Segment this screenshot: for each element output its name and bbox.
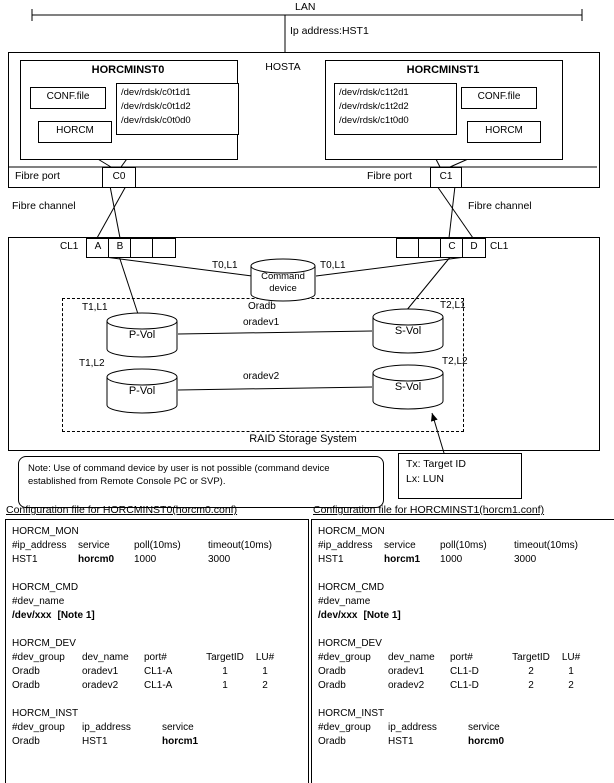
config1-title: Configuration file for HORCMINST1(horcm1.conf) <box>313 504 545 516</box>
command-device-t-left-label: T0,L1 <box>212 260 238 271</box>
config1-mon-row: HST1 horcm1 1000 3000 <box>318 554 537 565</box>
svol1-cylinder <box>372 308 444 354</box>
horcminst1-title: HORCMINST1 <box>406 64 480 76</box>
config1-mon-cols: #ip_address service poll(10ms) timeout(10ms) <box>318 540 578 551</box>
config1-dev-header: HORCM_DEV <box>318 638 382 649</box>
config0-mon-header: HORCM_MON <box>12 526 79 537</box>
config1-box <box>311 519 614 783</box>
config0-inst-header: HORCM_INST <box>12 708 79 719</box>
config0-dev-row1: Oradb oradev1 CL1-A 1 1 <box>12 666 268 677</box>
config0-mon-row: HST1 horcm0 1000 3000 <box>12 554 231 565</box>
config0-cmd-row: /dev/xxx [Note 1] <box>12 610 95 621</box>
horcminst0-title: HORCMINST0 <box>91 64 165 76</box>
port-cell-empty <box>418 238 442 258</box>
inst1-device-list <box>334 83 457 135</box>
pvol2-cylinder <box>106 368 178 414</box>
config1-cmd-header: HORCM_CMD <box>318 582 385 593</box>
svol2-target-label: T2,L2 <box>442 356 468 367</box>
config1-dev-cols: #dev_group dev_name port# TargetID LU# <box>318 652 581 663</box>
legend-lun: Lx: LUN <box>406 473 444 485</box>
config1-cmd-col: #dev_name <box>318 596 371 607</box>
hosta-label: HOSTA <box>265 61 301 73</box>
ip-address-label: Ip address:HST1 <box>290 25 369 37</box>
inst0-conf-file-box: CONF.file <box>30 87 106 109</box>
config1-dev-row1: Oradb oradev1 CL1-D 2 1 <box>318 666 574 677</box>
fibre-port-c1-cell: C1 <box>430 167 462 188</box>
config0-inst-cols: #dev_group ip_address service <box>12 722 194 733</box>
config1-inst-cols: #dev_group ip_address service <box>318 722 500 733</box>
legend-box <box>398 453 522 499</box>
note-box: Note: Use of command device by user is not possible (command device established from Remote Console PC or SVP). <box>18 456 384 508</box>
fibre-port-c0-cell: C0 <box>102 167 136 188</box>
oradev2-label: oradev2 <box>243 371 280 382</box>
inst1-device-3: /dev/rdsk/c1t0d0 <box>339 115 409 126</box>
svol2-cylinder <box>372 364 444 410</box>
inst1-horcm-box: HORCM <box>467 121 541 143</box>
config0-dev-cols: #dev_group dev_name port# TargetID LU# <box>12 652 275 663</box>
inst0-device-2: /dev/rdsk/c0t1d2 <box>121 101 191 112</box>
command-device-label: Command device <box>261 271 305 294</box>
config0-mon-cols: #ip_address service poll(10ms) timeout(10ms) <box>12 540 272 551</box>
lan-label: LAN <box>295 1 316 13</box>
port-cell-empty <box>152 238 176 258</box>
raid-system-label: RAID Storage System <box>249 433 357 445</box>
oradb-group-label: Oradb <box>248 301 276 312</box>
oradev1-label: oradev1 <box>243 317 280 328</box>
config1-inst-header: HORCM_INST <box>318 708 385 719</box>
fibre-channel-right-label: Fibre channel <box>468 200 532 212</box>
config0-dev-row2: Oradb oradev2 CL1-A 1 2 <box>12 680 268 691</box>
config0-cmd-header: HORCM_CMD <box>12 582 79 593</box>
inst0-device-1: /dev/rdsk/c0t1d1 <box>121 87 191 98</box>
config1-mon-header: HORCM_MON <box>318 526 385 537</box>
inst0-device-list <box>116 83 239 135</box>
port-cell-c: C <box>440 238 464 258</box>
legend-target-id: Tx: Target ID <box>406 458 466 470</box>
cl1-right-label: CL1 <box>490 241 509 252</box>
config1-inst-row: Oradb HST1 horcm0 <box>318 736 505 747</box>
fibre-channel-left-label: Fibre channel <box>12 200 76 212</box>
inst1-device-1: /dev/rdsk/c1t2d1 <box>339 87 409 98</box>
config0-box <box>5 519 309 783</box>
pvol1-label: P-Vol <box>128 329 156 341</box>
pvol1-target-label: T1,L1 <box>82 302 108 313</box>
inst1-conf-file-box: CONF.file <box>461 87 537 109</box>
command-device-t-right-label: T0,L1 <box>320 260 346 271</box>
config1-cmd-row: /dev/xxx [Note 1] <box>318 610 401 621</box>
fibre-port-right-label: Fibre port <box>367 170 412 182</box>
config0-cmd-col: #dev_name <box>12 596 65 607</box>
port-cell-b: B <box>108 238 132 258</box>
port-cell-a: A <box>86 238 110 258</box>
cl1-left-label: CL1 <box>60 241 79 252</box>
svol1-target-label: T2,L1 <box>440 300 466 311</box>
fibre-port-left-label: Fibre port <box>15 170 60 182</box>
command-device-cylinder <box>250 258 316 302</box>
config1-dev-row2: Oradb oradev2 CL1-D 2 2 <box>318 680 574 691</box>
pvol2-target-label: T1,L2 <box>79 358 105 369</box>
config0-inst-row: Oradb HST1 horcm1 <box>12 736 199 747</box>
svol1-label: S-Vol <box>394 325 422 337</box>
inst0-device-3: /dev/rdsk/c0t0d0 <box>121 115 191 126</box>
pvol1-cylinder <box>106 312 178 358</box>
config0-dev-header: HORCM_DEV <box>12 638 76 649</box>
config0-title: Configuration file for HORCMINST0(horcm0.conf) <box>6 504 238 516</box>
pvol2-label: P-Vol <box>128 385 156 397</box>
inst0-horcm-box: HORCM <box>38 121 112 143</box>
port-cell-d: D <box>462 238 486 258</box>
port-cell-empty <box>130 238 154 258</box>
port-cell-empty <box>396 238 420 258</box>
inst1-device-2: /dev/rdsk/c1t2d2 <box>339 101 409 112</box>
svol2-label: S-Vol <box>394 381 422 393</box>
